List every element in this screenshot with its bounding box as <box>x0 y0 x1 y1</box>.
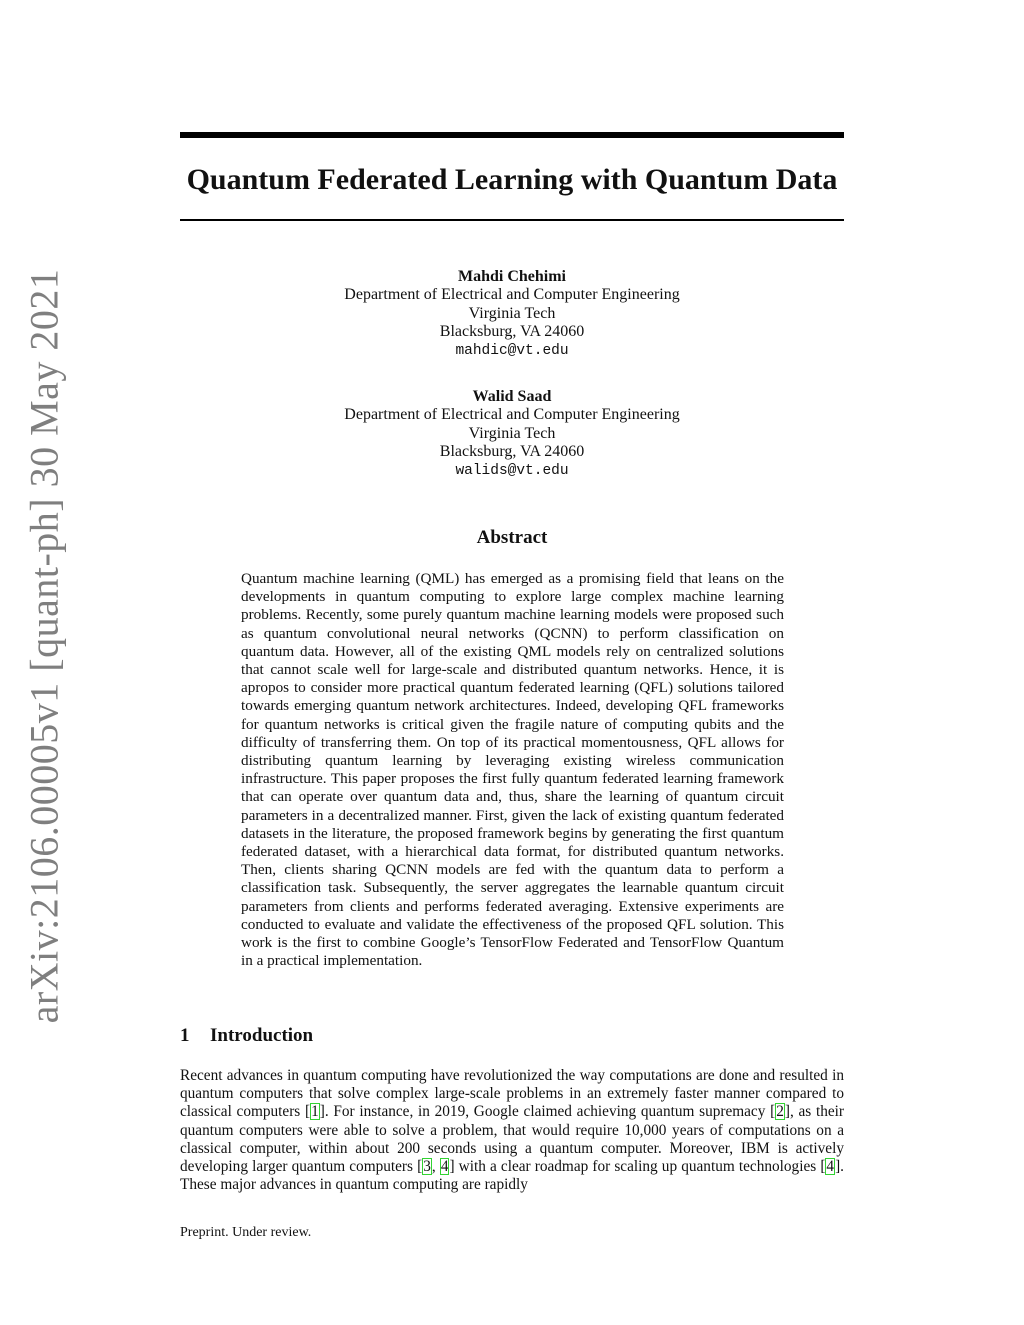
introduction-paragraph <box>180 1067 844 1194</box>
author-department: Department of Electrical and Computer Engineering <box>344 286 680 304</box>
footer-note: Preprint. Under review. <box>180 1225 312 1240</box>
author-name: Mahdi Chehimi <box>457 268 566 285</box>
author-institution: Virginia Tech <box>468 304 556 322</box>
citation-link[interactable]: 1 <box>311 1103 319 1121</box>
abstract-heading: Abstract <box>476 527 548 548</box>
intro-text: ], as their quantum computers were able to solve a problem, that would require 10,000 years of computations on a classical computer, within about 200 seconds using a quantum computer. Moreover, IBM is actively developing larger quantum computers [ <box>180 1103 844 1176</box>
author-block <box>180 268 844 360</box>
author-email: mahdic@vt.edu <box>455 342 569 359</box>
intro-text: Recent advances in quantum computing have revolutionized the way computations are done and resulted in quantum computers that solve complex large-scale problems in an extremely faster manner compared to classical computers [ <box>180 1067 844 1121</box>
section-title: Introduction <box>210 1025 314 1046</box>
paper-title: Quantum Federated Learning with Quantum Data <box>186 163 838 196</box>
author-institution: Virginia Tech <box>468 424 556 442</box>
abstract-text: Quantum machine learning (QML) has emerged as a promising field that leans on the developments in quantum computing to explore large complex machine learning problems. Recently, some purely quantum machine learning models were proposed such as quantum convolutional neural networks (QCNN) to perform classification on quantum data. However, all of the existing QML models rely on centralized solutions that cannot scale well for large-scale and distributed quantum networks. Hence, it is apropos to consider more practical quantum federated learning (QFL) solutions tailored towards emerging quantum network architectures. Indeed, developing QFL frameworks for quantum networks is critical given the fragile nature of computing qubits and the difficulty of transferring them. On top of its practical momentousness, QFL allows for distributing quantum learning by leveraging existing wireless communication infrastructure. This paper proposes the first fully quantum federated learning framework that can operate over quantum data and, thus, share the learning of quantum circuit parameters in a decentralized manner. First, given the lack of existing quantum federated datasets in the literature, the proposed framework begins by generating the first quantum federated dataset, with a hierarchical data format, for distributed quantum networks. Then, clients sharing QCNN models are fed with the quantum data to perform a classification task. Subsequently, the server aggregates the learnable quantum circuit parameters from clients and performs federated averaging. Extensive experiments are conducted to evaluate and validate the effectiveness of the proposed QFL solution. This work is the first to combine Google’s TensorFlow Federated and TensorFlow Quantum in a practical implementation. <box>241 570 784 970</box>
citation-link[interactable]: 4 <box>826 1158 835 1176</box>
arxiv-stamp: arXiv:2106.00005v1 [quant-ph] 30 May 2021 <box>21 268 67 1024</box>
author-block <box>180 388 844 480</box>
section-number: 1 <box>180 1025 190 1046</box>
section-heading <box>180 1024 844 1048</box>
title-rule-bottom <box>180 219 844 221</box>
citation-link[interactable]: 4 <box>440 1158 449 1176</box>
intro-text: , <box>431 1158 440 1176</box>
citation-link[interactable]: 2 <box>776 1103 784 1121</box>
intro-text: ]. For instance, in 2019, Google claimed achieving quantum supremacy [ <box>319 1103 776 1121</box>
citation-link[interactable]: 3 <box>423 1158 431 1176</box>
intro-text: ] with a clear roadmap for scaling up quantum technologies [ <box>449 1158 826 1176</box>
author-department: Department of Electrical and Computer Engineering <box>344 406 680 424</box>
title-rule-top <box>180 132 844 138</box>
author-name: Walid Saad <box>472 388 552 405</box>
author-location: Blacksburg, VA 24060 <box>439 323 585 341</box>
intro-text: ]. These major advances in quantum computing are rapidly <box>180 1158 844 1194</box>
author-location: Blacksburg, VA 24060 <box>439 443 585 461</box>
author-email: walids@vt.edu <box>455 462 569 479</box>
